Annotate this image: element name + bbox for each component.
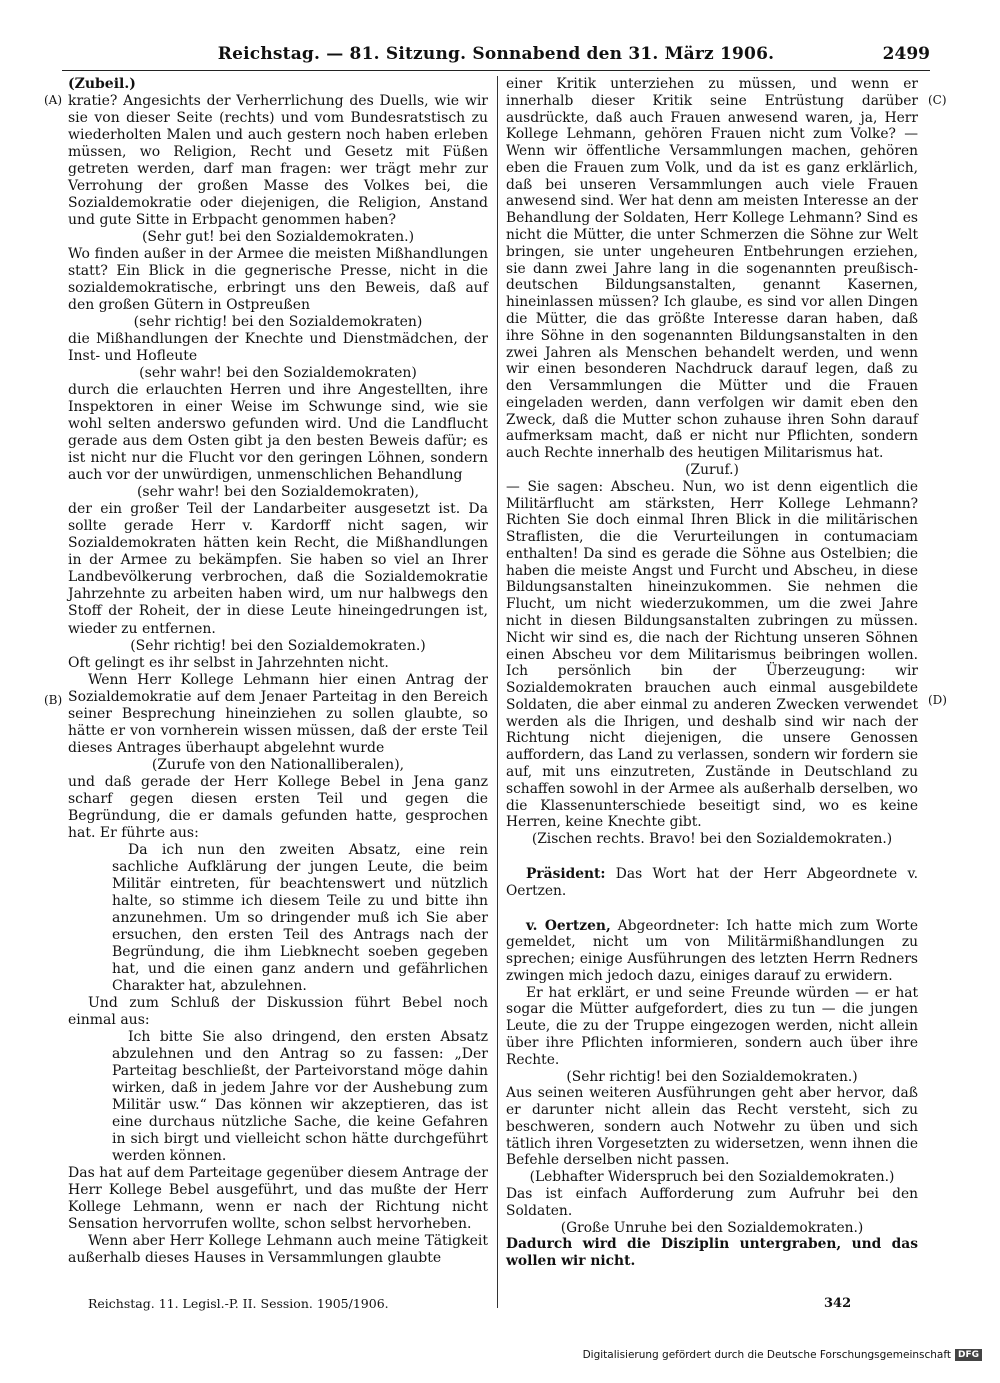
interjection: (Zischen rechts. Bravo! bei den Sozialdemokraten.) xyxy=(531,831,893,848)
footer-left: Reichstag. 11. Legisl.-P. II. Session. 1905/1906. xyxy=(88,1296,389,1311)
dfg-logo-icon: DFG xyxy=(955,1349,982,1361)
header-title: Reichstag. — 81. Sitzung. Sonnabend den 31. März 1906. xyxy=(217,44,775,64)
interjection: (Lebhafter Widerspruch bei den Sozialdemokraten.) xyxy=(529,1169,895,1186)
paragraph: (Zubeil.) xyxy=(68,76,136,92)
paragraph: der ein großer Teil der Landarbeiter ausgesetzt ist. Da sollte gerade Herr v. Kardorff nicht sagen, wir Sozialdemokraten hätten kein Recht, die Mißhandlungen in der Armee zu bekämpfen. Sie haben so viel an Ihrer Landbevölkerung verbrochen, daß die Sozialdemokratie Jahrzehnte zu arbeiten haben wird, um nur halbwegs den Stoff der Roheit, der in diese Leute hineingedrungen ist, wieder zu entfernen. xyxy=(68,501,488,637)
right-column xyxy=(506,76,918,1270)
interjection: (sehr richtig! bei den Sozialdemokraten) xyxy=(133,314,423,331)
interjection: (Zuruf.) xyxy=(685,461,739,478)
paragraph: Er hat erklärt, er und seine Freunde würden — er hat sogar die Mütter aufgefordert, dies zu tun — die jungen Leute, die zu der Truppe eingezogen werden, nicht allein über ihre Pflichten informieren, sondern auch über ihre Rechte. xyxy=(506,984,918,1068)
header-rule xyxy=(62,70,930,71)
margin-marker-d: (D) xyxy=(928,693,947,707)
paragraph-spacer xyxy=(506,900,918,918)
paragraph: und daß gerade der Herr Kollege Bebel in Jena ganz scharf gegen diesen ersten Teil und gegen die Begründung, die er damals gefunden hatte, gesprochen hat. Er führte aus: xyxy=(68,773,488,841)
margin-marker-c: (C) xyxy=(928,93,947,107)
paragraph: Wenn aber Herr Kollege Lehmann auch meine Tätigkeit außerhalb dieses Hauses in Versammlungen glaubte xyxy=(68,1233,488,1267)
interjection: (Große Unruhe bei den Sozialdemokraten.) xyxy=(560,1219,864,1236)
speaker-text: Abgeordneter: Ich hatte mich zum Worte gemeldet, nicht um von Militärmißhandlungen zu sprechen; einige Ausführungen des letzten Herrn Redners zwingen mich jedoch dazu, einiges darauf zu erwidern. xyxy=(506,917,918,984)
paragraph: Wenn Herr Kollege Lehmann hier einen Antrag der Sozialdemokratie auf dem Jenaer Parteitag in den Bereich seiner Besprechung hineinziehen zu sollen glaubte, so hätte er von vornherein wissen müssen, daß der erste Teil dieses Antrages überhaupt abgelehnt wurde xyxy=(68,671,488,756)
footer-page-number: 342 xyxy=(824,1296,852,1311)
speaker-text: Das Wort hat der Herr Abgeordnete v. Oertzen. xyxy=(506,865,918,899)
left-column xyxy=(68,76,488,1267)
running-header xyxy=(62,44,930,68)
paragraph: Dadurch wird die Disziplin untergraben, und das wollen wir nicht. xyxy=(506,1236,918,1270)
speaker-paragraph xyxy=(506,918,918,985)
interjection: (Sehr richtig! bei den Sozialdemokraten.) xyxy=(130,637,426,654)
paragraph: Oft gelingt es ihr selbst in Jahrzehnten nicht. xyxy=(68,654,389,671)
digitization-credit xyxy=(583,1349,982,1361)
column-divider xyxy=(497,76,498,1308)
page-number: 2499 xyxy=(882,44,930,64)
quotation: Ich bitte Sie also dringend, den ersten Absatz abzulehnen und den Antrag so zu fassen: „Der Parteitag beschließt, der Parteivorstand möge dahin wirken, daß in jedem Jahre vor der Aushebung zum Militär usw.“ Das können wir akzeptieren, das ist eine durchaus nützliche Sache, die keine Gefahren in sich birgt und vielleicht schon hätte durchgeführt werden können. xyxy=(112,1028,488,1164)
paragraph: kratie? Angesichts der Verherrlichung des Duells, wie wir sie von dieser Seite (rechts) und vom Bundesratstisch zu wiederholten Malen und auch gestern noch haben erleben müssen, wo Religion, Recht und Gesetz mit Füßen getreten werden, darf man fragen: wer trägt mehr zur Verrohung der großen Masse des Volkes bei, die Sozialdemokratie oder diejenigen, die Religion, Anstand und gute Sitte in Erbpacht genommen haben? xyxy=(68,93,488,229)
speaker-name: v. Oertzen, xyxy=(526,917,611,934)
paragraph: Wo finden außer in der Armee die meisten Mißhandlungen statt? Ein Blick in die gegnerische Presse, nicht in die sozialdemokratische, erbringt uns den Beweis, daß auf den großen Gütern in Ostpreußen xyxy=(68,246,488,314)
paragraph: Aus seinen weiteren Ausführungen geht aber hervor, daß er darunter nicht allein das Recht versteht, sich zu beschweren, sondern auch Notwehr zu üben und sich tätlich ihren Vorgesetzten zu widersetzen, wenn ihnen die Befehle derselben nicht passen. xyxy=(506,1085,918,1169)
paragraph: einer Kritik unterziehen zu müssen, und wenn er innerhalb dieser Kritik seine Entrüstung darüber ausdrückte, daß auch Frauen anwesend waren, ja, Herr Kollege Lehmann, gehören Frauen nicht zum Volke? — Wenn wir öffentliche Versammlungen machen, gehören eben die Frauen zum Volk, und da ist es ganz erklärlich, daß bei unseren Versammlungen auch viele Frauen anwesend sind. Wer hat denn am meisten Interesse an der Behandlung der Soldaten, Herr Kollege Lehmann? Sind es nicht die Mütter, die unter Schmerzen die Söhne zur Welt bringen, sie unter ungeheuren Entbehrungen erziehen, sie dann zwei Jahre lang in die sogenannten preußisch-deutschen Bildungsanstalten, genannt Kasernen, hineinlassen müssen? Ich glaube, es sind vor allen Dingen die Mütter, die das größte Interesse daran haben, daß ihre Söhne in den sogenannten Bildungsanstalten in den zwei Jahren als Menschen behandelt werden, und wenn wir einen besonderen Nachdruck darauf legen, daß zu den Versammlungen die Mütter und die Frauen eingeladen werden, dann verfolgen wir damit eben den Zweck, daß die Mutter schon zuhause ihren Sohn darauf aufmerksam macht, daß er nicht nur Pflichten, sondern auch Rechte innerhalb des heutigen Militarismus hat. xyxy=(506,76,918,462)
paragraph: durch die erlauchten Herren und ihre Angestellten, ihre Inspektoren in einer Weise im Schwunge sind, wie sie wohl selten anderswo gefunden wird. Und die Landflucht gerade aus dem Osten gibt ja den besten Beweis dafür; es ist nicht nur die Flucht vor den geringen Löhnen, sondern auch vor der unwürdigen, unmenschlichen Behandlung xyxy=(68,382,488,484)
paragraph: Das hat auf dem Parteitage gegenüber diesem Antrage der Herr Kollege Bebel ausgeführt, und das mußte der Herr Kollege Lehmann, wenn er nach der Richtung nicht Sensation hervorrufen wollte, schon selbst hervorheben. xyxy=(68,1165,488,1233)
speaker-name: Präsident: xyxy=(526,865,606,882)
interjection: (Zurufe von den Nationalliberalen), xyxy=(151,756,405,773)
paragraph-spacer xyxy=(506,848,918,866)
paragraph: Das ist einfach Aufforderung zum Aufruhr bei den Soldaten. xyxy=(506,1186,918,1219)
interjection: (Sehr gut! bei den Sozialdemokraten.) xyxy=(141,229,415,246)
quotation: Da ich nun den zweiten Absatz, eine rein sachliche Aufklärung der jungen Leute, die beim Militär eintreten, für beachtenswert und nützlich halte, so stimme ich diesem Teile zu und bitte ihn anzunehmen. Um so dringender muß ich Sie aber ersuchen, den ersten Teil des Antrags nach der Begründung, die ihm Liebknecht soeben gegeben hat, und die einen ganz andern und gefährlichen Charakter hat, abzulehnen. xyxy=(112,841,488,994)
interjection: (Sehr richtig! bei den Sozialdemokraten.) xyxy=(566,1068,858,1085)
credit-text: Digitalisierung gefördert durch die Deutsche Forschungsgemeinschaft xyxy=(582,1349,951,1361)
speaker-paragraph xyxy=(506,866,918,900)
paragraph: die Mißhandlungen der Knechte und Dienstmädchen, der Inst- und Hofleute xyxy=(68,331,488,365)
margin-marker-b: (B) xyxy=(44,693,63,707)
interjection: (sehr wahr! bei den Sozialdemokraten) xyxy=(139,365,417,382)
paragraph: Und zum Schluß der Diskussion führt Bebel noch einmal aus: xyxy=(68,994,488,1028)
paragraph: — Sie sagen: Abscheu. Nun, wo ist denn eigentlich die Militärflucht am stärksten, Herr Kollege Lehmann? Richten Sie doch einmal Ihren Blick in die militärischen Straflisten, die die Verurteilungen in contumaciam enthalten! Da sind es gerade die Söhne aus Ostelbien; die haben die meiste Angst und Furcht und Abscheu, in diese Bildungsanstalten hineinzukommen. Sie nehmen die Flucht, um nicht wiederzukommen, um die zwei Jahre nicht in diesen Bildungsanstalten zubringen zu müssen. Nicht wir sind es, die nach der Richtung unseren Söhnen einen Abscheu vor dem Militarismus beibringen wollen. Ich persönlich bin der Überzeugung: wir Sozialdemokraten brauchen auch einmal ausgebildete Soldaten, die aber einmal zu anderen Zwecken verwendet werden als die Ihrigen, und deshalb sind wir nach der Richtung nicht diejenigen, die unsere Genossen auffordern, das Land zu verlassen, sondern wir fordern sie auf, mit uns einzutreten, Zustände in Deutschland zu schaffen sowohl in der Armee als außerhalb derselben, wo die Klassenunterschiede beseitigt sind, wo es keine Herren, keine Knechte gibt. xyxy=(506,478,918,831)
interjection: (sehr wahr! bei den Sozialdemokraten), xyxy=(136,484,420,501)
margin-marker-a: (A) xyxy=(44,93,63,107)
